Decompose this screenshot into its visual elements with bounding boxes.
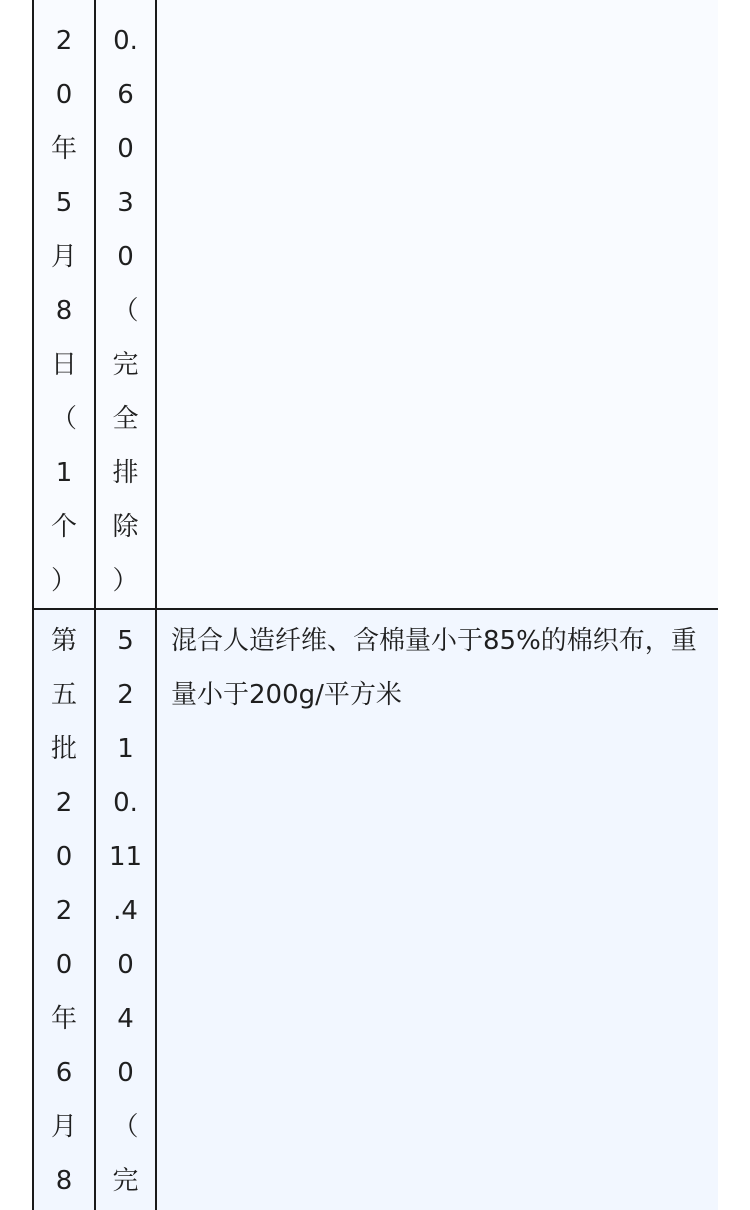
cell-char: 2 [55, 26, 73, 56]
cell-char: 全 [112, 404, 139, 434]
cell-char: ） [112, 566, 139, 596]
cell-char: 6 [117, 80, 134, 110]
cell-char: 0 [117, 1058, 134, 1088]
cell-char: 1 [117, 734, 134, 764]
cell-char: 0 [117, 134, 134, 164]
cell-char: （ [50, 404, 77, 434]
product-description-cell [156, 609, 718, 1210]
cell-char: （ [112, 296, 139, 326]
cell-char: ） [50, 566, 77, 596]
cell-char: 0. [113, 26, 138, 56]
cell-char: 0 [55, 80, 73, 110]
product-description [157, 0, 718, 4]
exclusion-table-viewport [32, 0, 718, 1210]
batch-date-cell [33, 609, 95, 1210]
exclusion-table [32, 0, 718, 1210]
cell-char: 0. [113, 788, 138, 818]
product-description-cell [156, 0, 718, 609]
cell-char: 5 [117, 626, 134, 656]
cell-char: 排 [112, 458, 139, 488]
cell-char: 2 [117, 680, 134, 710]
cell-char: 完 [112, 350, 139, 380]
cell-char: 5 [55, 188, 73, 218]
cell-char: 日 [50, 350, 77, 380]
table-row [33, 0, 718, 609]
table-row [33, 609, 718, 1210]
cell-char: 年 [50, 134, 77, 164]
cell-char: 个 [50, 512, 77, 542]
cell-char: 4 [117, 1004, 134, 1034]
tariff-code-cell [95, 609, 156, 1210]
cell-char: 0 [55, 950, 73, 980]
cell-char: 第 [50, 626, 77, 656]
cell-char: 2 [55, 788, 73, 818]
cell-char: 完 [112, 1166, 139, 1196]
batch-date-text [34, 610, 94, 1208]
cell-char: 年 [50, 1004, 77, 1034]
cell-char: 0 [117, 242, 134, 272]
tariff-code-text [96, 610, 155, 1208]
cell-char: .4 [113, 896, 138, 926]
cell-char: 五 [50, 680, 77, 710]
cell-char: 3 [117, 188, 134, 218]
cell-char: 8 [55, 296, 73, 326]
tariff-code-cell [95, 0, 156, 609]
cell-char: 0 [55, 842, 73, 872]
cell-char: 6 [55, 1058, 73, 1088]
cell-char: 2 [55, 896, 73, 926]
product-description: 混合人造纤维、含棉量小于85%的棉织布，重量小于200g/平方米 [171, 626, 697, 710]
cell-char: 月 [50, 1112, 77, 1142]
cell-char: （ [112, 1112, 139, 1142]
cell-char: 0 [117, 950, 134, 980]
cell-char: 批 [50, 734, 77, 764]
cell-char: 11 [108, 842, 143, 872]
tariff-code-text [96, 0, 155, 608]
batch-date-text [34, 0, 94, 608]
cell-char: 月 [50, 242, 77, 272]
cell-char: 除 [112, 512, 139, 542]
cell-char: 1 [55, 458, 73, 488]
batch-date-cell [33, 0, 95, 609]
cell-char: 8 [55, 1166, 73, 1196]
